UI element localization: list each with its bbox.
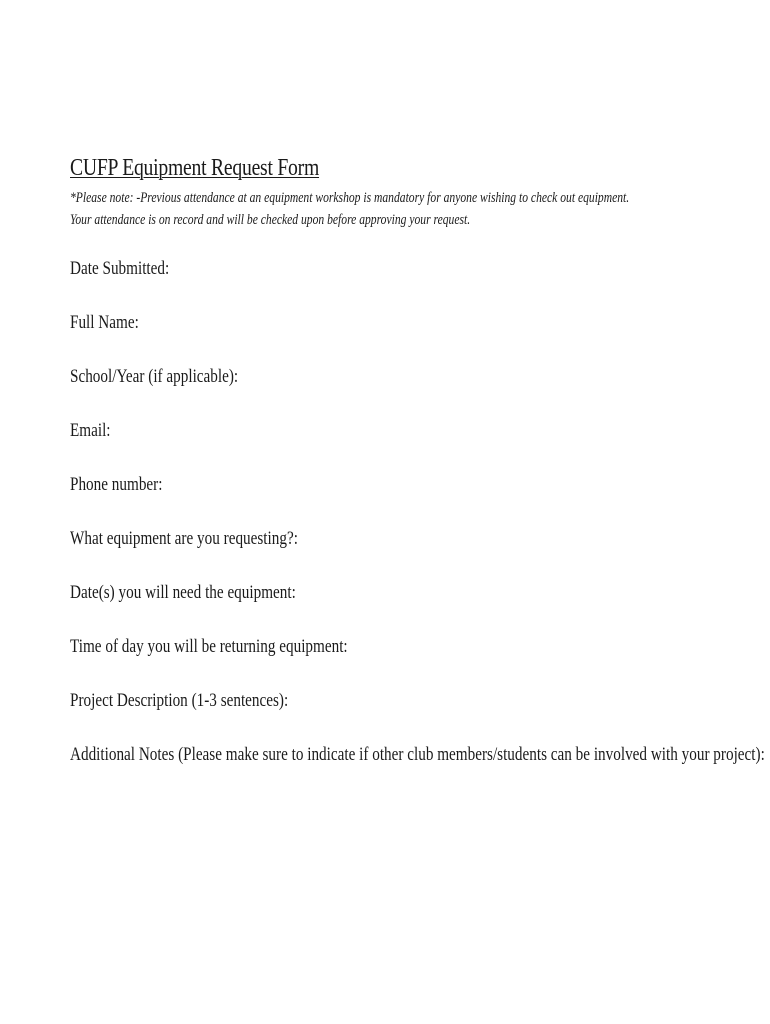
field-return-time: Time of day you will be returning equipment: <box>70 636 348 657</box>
field-additional-notes: Additional Notes (Please make sure to indicate if other club members/students can be involved with your project): <box>70 744 765 765</box>
field-email: Email: <box>70 420 111 441</box>
field-school-year: School/Year (if applicable): <box>70 366 239 387</box>
form-title: CUFP Equipment Request Form <box>70 155 320 181</box>
field-full-name: Full Name: <box>70 312 139 333</box>
field-phone-number: Phone number: <box>70 474 163 495</box>
field-dates-needed: Date(s) you will need the equipment: <box>70 582 296 603</box>
attendance-note-line-2: Your attendance is on record and will be checked upon before approving your request. <box>70 212 471 228</box>
field-date-submitted: Date Submitted: <box>70 258 170 279</box>
field-equipment-requested: What equipment are you requesting?: <box>70 528 298 549</box>
attendance-note-line-1: *Please note: -Previous attendance at an equipment workshop is mandatory for anyone wishing to check out equipment. <box>70 190 630 206</box>
field-project-description: Project Description (1-3 sentences): <box>70 690 289 711</box>
